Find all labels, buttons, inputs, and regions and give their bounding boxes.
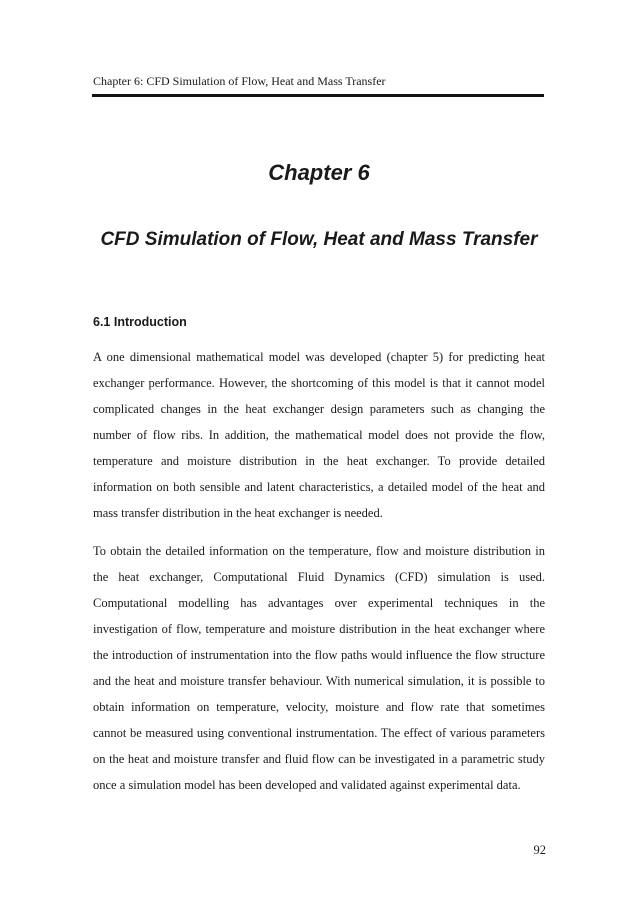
chapter-title: CFD Simulation of Flow, Heat and Mass Transfer <box>100 229 538 250</box>
paragraph-line: once a simulation model has been developed and validated against experimental data. <box>93 778 521 792</box>
paragraph-line: and the heat and moisture transfer behaviour. With numerical simulation, it is possible to <box>93 674 545 688</box>
paragraph-line: number of flow ribs. In addition, the mathematical model does not provide the flow, <box>93 428 545 442</box>
running-header: Chapter 6: CFD Simulation of Flow, Heat and Mass Transfer <box>93 74 386 88</box>
paragraph-line: A one dimensional mathematical model was developed (chapter 5) for predicting heat <box>93 350 545 364</box>
header-rule <box>92 94 544 97</box>
section-heading: 6.1 Introduction <box>93 315 187 329</box>
page-number: 92 <box>533 843 546 857</box>
paragraph-line: Computational modelling has advantages over experimental techniques in the <box>93 596 545 610</box>
paragraph-line: on the heat and moisture transfer and fluid flow can be investigated in a parametric study <box>93 752 545 766</box>
paragraph-line: the introduction of instrumentation into the flow paths would influence the flow structure <box>93 648 545 662</box>
paragraph-introduction-1 <box>93 344 545 526</box>
paragraph-line: obtain information on temperature, velocity, moisture and flow rate that sometimes <box>93 700 545 714</box>
paragraph-line: To obtain the detailed information on the temperature, flow and moisture distribution in <box>93 544 545 558</box>
paragraph-line: investigation of flow, temperature and moisture distribution in the heat exchanger where <box>93 622 545 636</box>
paragraph-line: cannot be measured using conventional instrumentation. The effect of various parameters <box>93 726 545 740</box>
paragraph-line: information on both sensible and latent characteristics, a detailed model of the heat and <box>93 480 545 494</box>
paragraph-line: temperature and moisture distribution in the heat exchanger. To provide detailed <box>93 454 545 468</box>
paragraph-line: exchanger performance. However, the shortcoming of this model is that it cannot model <box>93 376 545 390</box>
paragraph-line: complicated changes in the heat exchanger design parameters such as changing the <box>93 402 545 416</box>
paragraph-line: mass transfer distribution in the heat exchanger is needed. <box>93 506 383 520</box>
chapter-number: Chapter 6 <box>268 160 370 185</box>
paragraph-introduction-2 <box>93 538 545 798</box>
paragraph-line: the heat exchanger, Computational Fluid Dynamics (CFD) simulation is used. <box>93 570 545 584</box>
